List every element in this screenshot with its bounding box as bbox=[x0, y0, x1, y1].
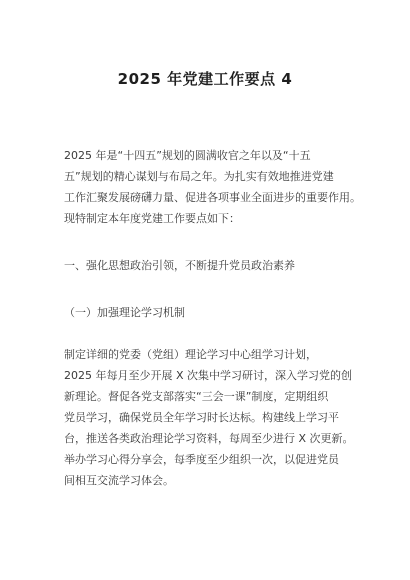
section-heading bbox=[64, 255, 360, 276]
section-heading-text: 一、强化思想政治引领，不断提升党员政治素养 bbox=[64, 259, 295, 272]
body-line: 党员学习，确保党员全年学习时长达标。构建线上学习平 bbox=[64, 411, 339, 424]
body-paragraph bbox=[64, 344, 360, 491]
body-line: 间相互交流学习体会。 bbox=[64, 474, 174, 487]
intro-line: 工作汇聚发展磅礴力量、促进各项事业全面进步的重要作用。 bbox=[64, 191, 361, 204]
intro-line: 五”规划的精心谋划与布局之年。为扎实有效地推进党建 bbox=[64, 170, 334, 183]
subsection-heading-text: （一）加强理论学习机制 bbox=[64, 306, 185, 319]
body-line: 新理论。督促各党支部落实“三会一课”制度，定期组织 bbox=[64, 390, 329, 403]
intro-paragraph bbox=[64, 145, 360, 229]
body-line: 制定详细的党委（党组）理论学习中心组学习计划， bbox=[64, 348, 317, 361]
document-title: 2025 年党建工作要点 4 bbox=[117, 70, 293, 88]
subsection-heading bbox=[64, 302, 360, 323]
body-line: 台，推送各类政治理论学习资料，每周至少进行 X 次更新。 bbox=[64, 432, 354, 445]
intro-line: 2025 年是“十四五”规划的圆满收官之年以及“十五 bbox=[64, 149, 311, 162]
body-line: 2025 年每月至少开展 X 次集中学习研讨，深入学习党的创 bbox=[64, 369, 353, 382]
intro-line: 现特制定本年度党建工作要点如下： bbox=[64, 212, 240, 225]
body-line: 举办学习心得分享会，每季度至少组织一次，以促进党员 bbox=[64, 453, 339, 466]
